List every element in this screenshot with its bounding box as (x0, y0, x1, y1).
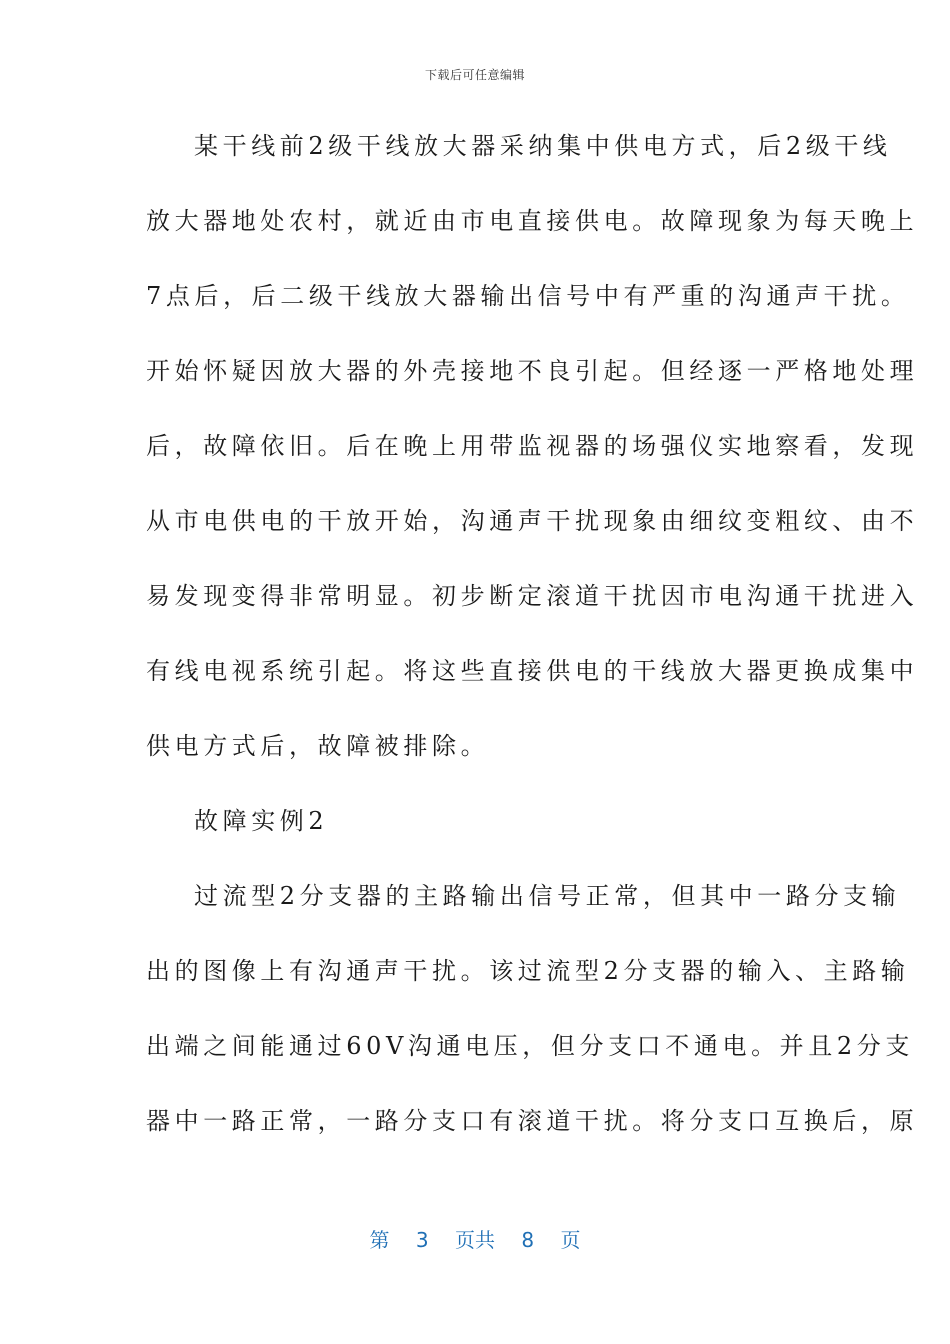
paragraph-line: 易发现变得非常明显。初步断定滚道干扰因市电沟通干扰进入 (146, 582, 919, 610)
page-footer (0, 1224, 950, 1253)
header-note: 下载后可任意编辑 (424, 68, 525, 82)
paragraph-line: 某干线前2级干线放大器采纳集中供电方式，后2级干线 (194, 132, 892, 160)
paragraph-line: 出端之间能通过60V沟通电压，但分支口不通电。并且2分支 (146, 1032, 914, 1060)
footer-total-pages: 8 (521, 1228, 535, 1252)
footer-current-page: 3 (415, 1228, 429, 1252)
section-heading: 故障实例2 (194, 807, 329, 835)
paragraph-line: 开始怀疑因放大器的外壳接地不良引起。但经逐一严格地处理 (146, 357, 919, 385)
paragraph-line: 供电方式后，故障被排除。 (146, 732, 490, 760)
document-body (146, 128, 919, 1178)
paragraph-line: 7点后，后二级干线放大器输出信号中有严重的沟通声干扰。 (146, 282, 910, 310)
footer-middle: 页共 (455, 1228, 495, 1252)
paragraph-line: 器中一路正常，一路分支口有滚道干扰。将分支口互换后，原 (146, 1107, 919, 1135)
paragraph-line: 从市电供电的干放开始，沟通声干扰现象由细纹变粗纹、由不 (146, 507, 919, 535)
footer-suffix: 页 (560, 1228, 581, 1252)
paragraph-line: 放大器地处农村，就近由市电直接供电。故障现象为每天晚上 (146, 207, 919, 235)
paragraph-line: 有线电视系统引起。将这些直接供电的干线放大器更换成集中 (146, 657, 919, 685)
paragraph-line: 后，故障依旧。后在晚上用带监视器的场强仪实地察看，发现 (146, 432, 919, 460)
footer-prefix: 第 (369, 1228, 390, 1252)
paragraph-line: 过流型2分支器的主路输出信号正常，但其中一路分支输 (194, 882, 901, 910)
paragraph-line: 出的图像上有沟通声干扰。该过流型2分支器的输入、主路输 (146, 957, 910, 985)
